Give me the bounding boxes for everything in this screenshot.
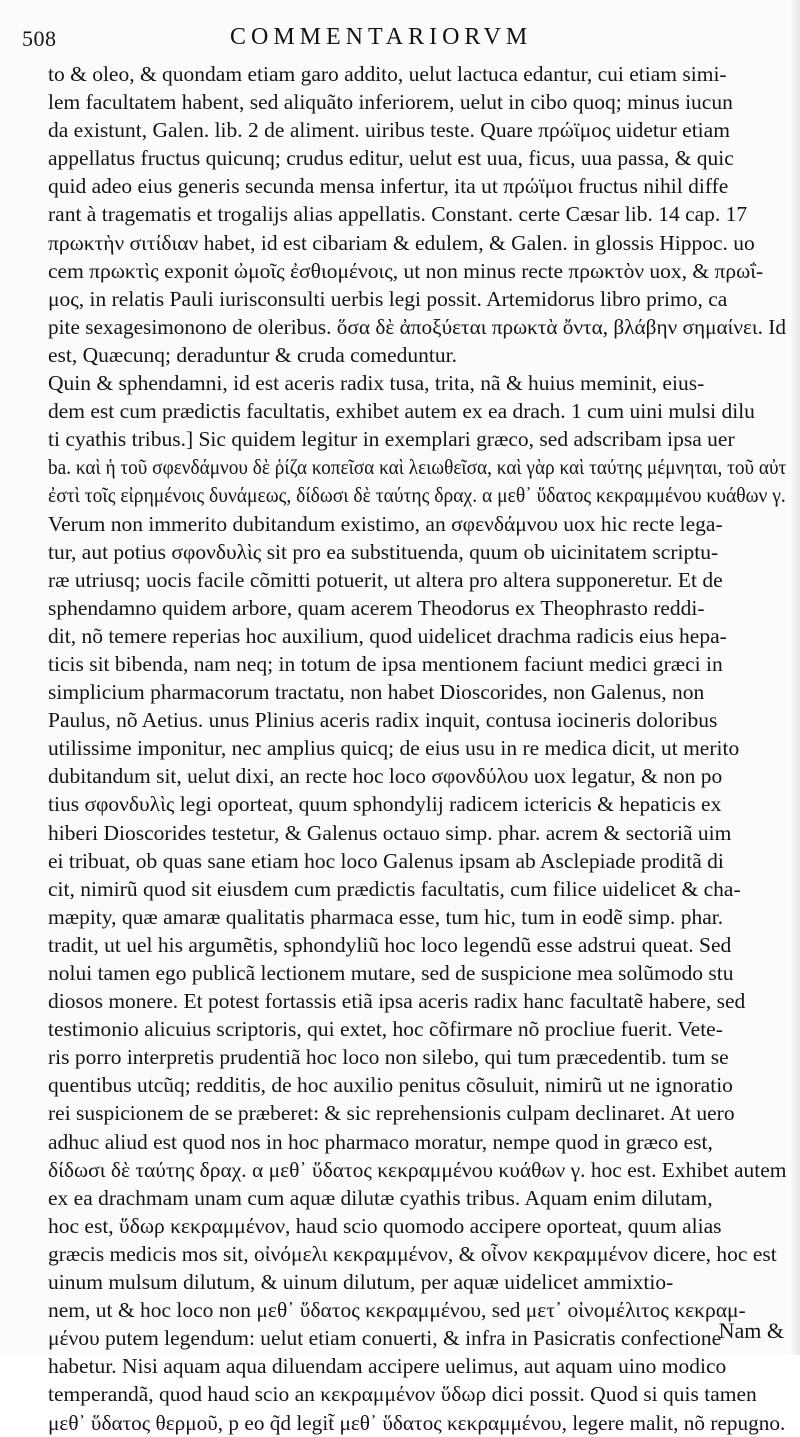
text-line: ei tribuat, ob quas sane etiam hoc loco Galenus ipsam ab Asclepiade proditã di [48,848,724,873]
text-line: appellatus fructus quicunq; crudus editur, uelut est uua, ficus, uua passa, & quic [48,146,734,171]
text-line: πρωκτὴν σιτίδιαν habet, id est cibariam & edulem, & Galen. in glossis Hippoc. uo [48,230,755,255]
text-line: quid adeo eius generis secunda mensa infertur, ita ut πρώϊμοι fructus nihil diffe [48,174,729,199]
page-header [14,20,784,58]
text-line: mæpity, quæ amaræ qualitatis pharmaca esse, tum hic, tum in eodẽ simp. phar. [48,904,724,929]
catchword: Nam & [718,1318,784,1343]
text-line: μος, in relatis Pauli iurisconsulti uerbis legi possit. Artemidorus libro primo, ca [48,286,728,311]
text-line: ræ utriusq; uocis facile cõmitti potuerit, ut altera pro altera supponeretur. Et de [48,567,723,592]
body-text [48,60,786,1437]
running-head: COMMENTARIORVM [230,24,533,50]
text-line: temperandã, quod haud scio an κεκραμμένον ὕδωρ dici possit. Quod si quis tamen [48,1382,757,1407]
text-line: Quin & sphendamni, id est aceris radix tusa, trita, nã & huius meminit, eius- [48,371,705,396]
text-line: hiberi Dioscorides testetur, & Galenus octauo simp. phar. acrem & sectoriã uim [48,820,732,845]
text-line: hoc est, ὕδωρ κεκραμμένον, haud scio quomodo accipere oporteat, quum alias [48,1213,722,1238]
text-line: testimonio alicuius scriptoris, qui extet, hoc cõfirmare nõ procliue fuerit. Vete- [48,1017,723,1042]
text-line: dem est cum prædictis facultatis, exhibet autem ex ea drach. 1 cum uini mulsi dilu [48,399,755,424]
text-line: cit, nimirũ quod sit eiusdem cum prædictis facultatis, cum filice uidelicet & cha- [48,876,741,901]
text-line: sphendamno quidem arbore, quam acerem Theodorus ex Theophrasto reddi- [48,595,705,620]
text-line: Verum non immerito dubitandum existimo, an σφενδάμνου uox hic recte lega- [48,511,723,536]
text-line: dubitandum sit, uelut dixi, an recte hoc loco σφονδύλου uox legatur, & non po [48,764,723,789]
text-line: tius σφονδυλὶς legi oporteat, quum sphondylij radicem ictericis & hepaticis ex [48,792,722,817]
text-line: Paulus, nõ Aetius. unus Plinius aceris radix inquit, contusa iocineris doloribus [48,708,718,733]
text-line: ti cyathis tribus.] Sic quidem legitur in exemplari græco, sed adscribam ipsa uer [48,427,735,452]
text-line: ticis sit bibenda, nam neq; in totum de ipsa mentionem faciunt medici græci in [48,651,723,676]
text-line: dit, nõ temere reperias hoc auxilium, quod uidelicet drachma radicis eius hepa- [48,623,727,648]
text-line: ex ea drachmam unam cum aquæ dilutæ cyathis tribus. Aquam enim dilutam, [48,1185,713,1210]
text-line: adhuc aliud est quod nos in hoc pharmaco moratur, nempe quod in græco est, [48,1129,713,1154]
text-line: nolui tamen ego publicã lectionem mutare, sed de suspicione mea solũmodo stu [48,961,734,985]
text-line: diosos monere. Et potest fortassis etiã ipsa aceris radix hanc facultatẽ habere, sed [48,989,746,1014]
text-line: pite sexagesimonono de oleribus. ὅσα δὲ ἀποξύεται πρωκτὰ ὄντα, βλάβην σημαίνει. Id [48,314,786,339]
text-line: ba. καὶ ἡ τοῦ σφενδάμνου δὲ ῥίζα κοπεῖσα καὶ λειωθεῖσα, καὶ γὰρ καὶ ταύτης μέμνηται, τοῦ αὐτ [48,455,787,480]
text-line: ἐστὶ τοῖς εἰρημένοις δυνάμεως, δίδωσι δὲ ταύτης δραχ. α μεθ᾽ ὕδατος κεκραμμένου κυάθων γ. [48,483,786,508]
text-line: uinum mulsum dilutum, & uinum dilutum, per aquæ uidelicet ammixtio- [48,1270,674,1295]
text-line: græcis medicis mos sit, οἰνόμελι κεκραμμένον, & οἶνον κεκραμμένον dicere, hoc est [48,1241,777,1266]
text-line: da existunt, Galen. lib. 2 de aliment. uiribus teste. Quare πρώϊμος uidetur etiam [48,118,730,143]
text-line: tur, aut potius σφονδυλὶς sit pro ea substituenda, quum ob uicinitatem scriptu- [48,539,719,564]
text-line: simplicium pharmacorum tractatu, non habet Dioscorides, non Galenus, non [48,680,705,705]
text-line: rei suspicionem de se præberet: & sic reprehensionis culpam declinaret. At uero [48,1101,735,1126]
text-line: est, Quæcunq; deraduntur & cruda comeduntur. [48,342,457,367]
page-number: 508 [22,26,57,51]
text-line: nem, ut & hoc loco non μεθ᾽ ὕδατος κεκραμμένου, sed μετ᾽ οἰνομέλιτος κεκραμ- [48,1298,746,1323]
text-line: cem πρωκτὶς exponit ὠμοῖς ἐσθιομένοις, ut non minus recte πρωκτὸν uox, & πρωΐ- [48,258,764,283]
text-line: utilissime imponitur, nec amplius quicq; de eius usu in re medica dicit, ut merito [48,736,740,761]
text-line: rant à tragematis et trogalijs alias appellatis. Constant. certe Cæsar lib. 14 cap. 17 [48,202,748,227]
page-edge-shadow [790,0,800,1355]
text-line: μεθ᾽ ὕδατος θερμοῦ, p eo q̃d legit̃ μεθ᾽ ὕδατος κεκραμμένου, legere malit, nõ repugno. [48,1410,786,1435]
text-line: tradit, ut uel his argumẽtis, sphondyliũ hoc loco legendũ esse adstrui queat. Sed [48,932,732,957]
text-line: ris porro interpretis prudentiã hoc loco non silebo, qui tum præcedentib. tum se [48,1045,729,1070]
text-line: quentibus utcũq; redditis, de hoc auxilio penitus cõsuluit, nimirũ ut ne ignoratio [48,1073,733,1098]
text-line: to & oleo, & quondam etiam garo addito, uelut lactuca edantur, cui etiam simi- [48,62,727,86]
text-line: μένου putem legendum: uelut etiam conuerti, & infra in Pasicratis confectione [48,1326,722,1351]
text-line: lem facultatem habent, sed aliquãto inferiorem, uelut in cibo quoq; minus iucun [48,90,733,115]
text-line: habetur. Nisi aquam aqua diluendam accipere uelimus, aut aquam uino modico [48,1354,727,1379]
text-line: δίδωσι δὲ ταύτης δραχ. α μεθ᾽ ὕδατος κεκραμμένου κυάθων γ. hoc est. Exhibet autem [48,1157,787,1182]
